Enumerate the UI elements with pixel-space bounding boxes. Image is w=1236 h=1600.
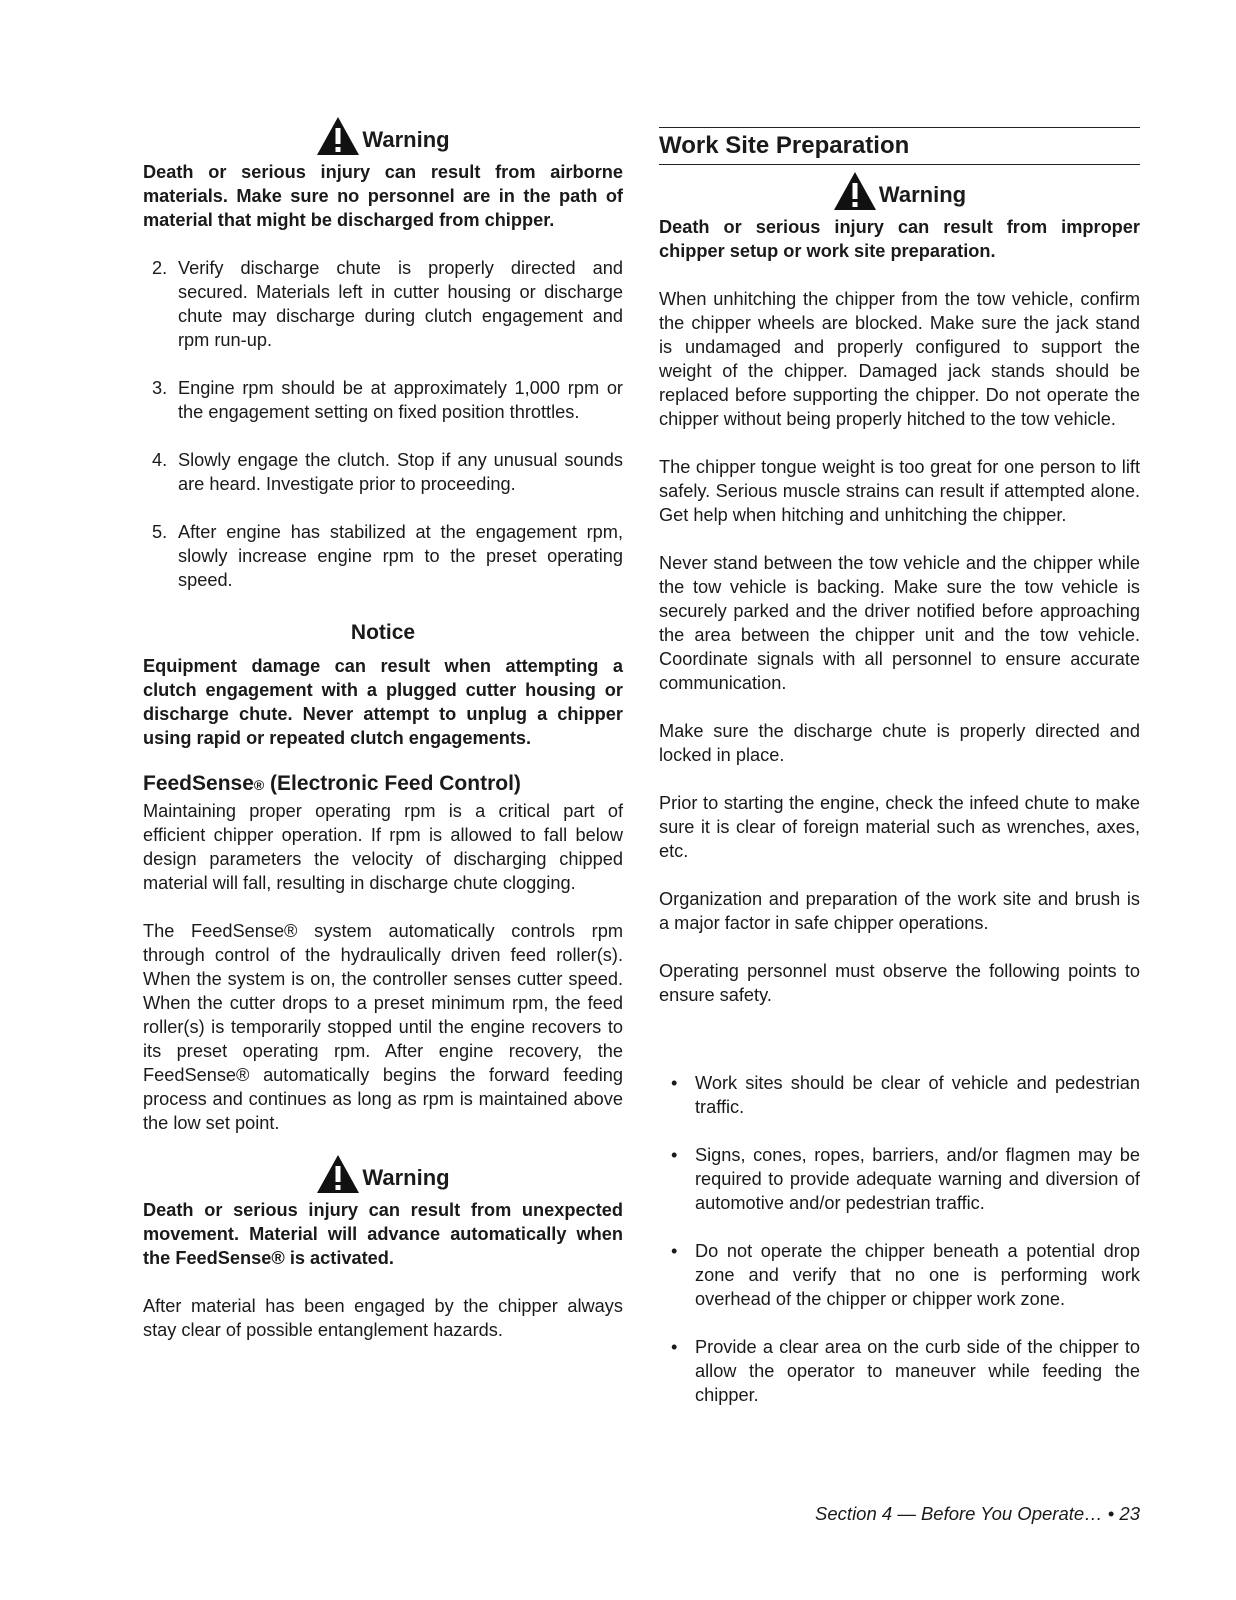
closing-paragraph: After material has been engaged by the chipper always stay clear of possible entanglement hazards. xyxy=(143,1296,623,1340)
warning-label: Warning xyxy=(362,127,450,152)
page-footer: Section 4 — Before You Operate… • 23 xyxy=(815,1503,1140,1524)
safety-points-list xyxy=(659,1071,1140,1407)
step-number: 4. xyxy=(152,450,168,470)
body-paragraph: Organization and preparation of the work site and brush is a major factor in safe chipper operations. xyxy=(659,889,1140,933)
warning-triangle-icon xyxy=(316,116,360,156)
step-number: 3. xyxy=(152,378,168,398)
feedsense-paragraph: The FeedSense® system automatically controls rpm through control of the hydraulically driven feed roller(s). When the system is on, the controller senses cutter speed. When the cutter drops to a preset minimum rpm, the feed roller(s) is temporarily stopped until the engine recovers to its preset operating rpm. After engine recovery, the FeedSense® automatically begins the forward feeding process and continues as long as rpm is maintained above the low set point. xyxy=(143,921,623,1133)
bullet-icon: • xyxy=(671,1337,678,1357)
warning-heading xyxy=(143,120,623,156)
warning-block-airborne xyxy=(143,120,623,232)
registered-mark: ® xyxy=(253,777,265,793)
list-item-text: Do not operate the chipper beneath a potential drop zone and verify that no one is performing work overhead of the chipper or chipper work zone. xyxy=(695,1241,1140,1309)
warning-text: Death or serious injury can result from improper chipper setup or work site preparation. xyxy=(659,217,1140,261)
notice-text: Equipment damage can result when attempting a clutch engagement with a plugged cutter housing or discharge chute. Never attempt to unplug a chipper using rapid or repeated clutch engagements. xyxy=(143,656,623,748)
body-paragraph: When unhitching the chipper from the tow vehicle, confirm the chipper wheels are blocked. Make sure the jack stand is undamaged and properly configured to support the weight of the chipper. Damaged jack stands should be replaced before supporting the chipper. Do not operate the chipper without being properly hitched to the tow vehicle. xyxy=(659,289,1140,429)
step-text: Slowly engage the clutch. Stop if any unusual sounds are heard. Investigate prior to proceeding. xyxy=(178,450,623,494)
warning-label: Warning xyxy=(878,182,967,207)
engagement-steps xyxy=(143,256,623,592)
body-paragraph: The chipper tongue weight is too great for one person to lift safely. Serious muscle strains can result if attempted alone. Get help when hitching and unhitching the chipper. xyxy=(659,457,1140,525)
warning-block-setup xyxy=(659,175,1140,263)
body-paragraph: Never stand between the tow vehicle and the chipper while the tow vehicle is backing. Make sure the tow vehicle is securely parked and the driver notified before approaching the area between the chipper unit and the tow vehicle. Coordinate signals with all personnel to ensure accurate communication. xyxy=(659,553,1140,693)
list-item xyxy=(659,1143,1140,1215)
step-text: Verify discharge chute is properly directed and secured. Materials left in cutter housing or discharge chute may discharge during clutch engagement and rpm run-up. xyxy=(178,258,623,350)
step-text: Engine rpm should be at approximately 1,000 rpm or the engagement setting on fixed position throttles. xyxy=(178,378,623,422)
body-paragraph: Prior to starting the engine, check the infeed chute to make sure it is clear of foreign material such as wrenches, axes, etc. xyxy=(659,793,1140,861)
feedsense-heading-rest: (Electronic Feed Control) xyxy=(264,772,521,795)
body-paragraph: Operating personnel must observe the following points to ensure safety. xyxy=(659,961,1140,1005)
warning-text: Death or serious injury can result from airborne materials. Make sure no personnel are in the path of material that might be discharged from chipper. xyxy=(143,162,623,230)
feedsense-heading xyxy=(143,772,623,797)
warning-block-movement xyxy=(143,1158,623,1270)
step-number: 5. xyxy=(152,522,168,542)
list-item-text: Provide a clear area on the curb side of the chipper to allow the operator to maneuver while feeding the chipper. xyxy=(695,1337,1140,1405)
step-item xyxy=(143,376,623,424)
warning-text: Death or serious injury can result from unexpected movement. Material will advance automatically when the FeedSense® is activated. xyxy=(143,1200,623,1268)
bullet-icon: • xyxy=(671,1145,678,1165)
warning-heading xyxy=(659,175,1140,211)
section-title: Work Site Preparation xyxy=(659,127,1140,165)
feedsense-section xyxy=(143,772,623,1135)
body-paragraph: Make sure the discharge chute is properly directed and locked in place. xyxy=(659,721,1140,765)
list-item xyxy=(659,1335,1140,1407)
notice-heading: Notice xyxy=(350,621,416,644)
feedsense-paragraph: Maintaining proper operating rpm is a critical part of efficient chipper operation. If rpm is allowed to fall below design parameters the velocity of discharging chipped material will fall, resulting in discharge chute clogging. xyxy=(143,801,623,893)
bullet-icon: • xyxy=(671,1241,678,1261)
warning-heading xyxy=(143,1158,623,1194)
warning-triangle-icon xyxy=(316,1154,360,1194)
warning-triangle-icon xyxy=(833,171,877,211)
feedsense-heading-name: FeedSense xyxy=(143,772,254,795)
list-item-text: Signs, cones, ropes, barriers, and/or flagmen may be required to provide adequate warning and diversion of automotive and/or pedestrian traffic. xyxy=(695,1145,1140,1213)
step-item xyxy=(143,448,623,496)
step-text: After engine has stabilized at the engagement rpm, slowly increase engine rpm to the preset operating speed. xyxy=(178,522,623,590)
preparation-paragraphs xyxy=(659,287,1140,1007)
step-item xyxy=(143,520,623,592)
warning-label: Warning xyxy=(362,1165,450,1190)
list-item-text: Work sites should be clear of vehicle and pedestrian traffic. xyxy=(695,1073,1140,1117)
list-item xyxy=(659,1071,1140,1119)
bullet-icon: • xyxy=(671,1073,678,1093)
list-item xyxy=(659,1239,1140,1311)
step-item xyxy=(143,256,623,352)
notice-block xyxy=(143,620,623,750)
step-number: 2. xyxy=(152,258,168,278)
